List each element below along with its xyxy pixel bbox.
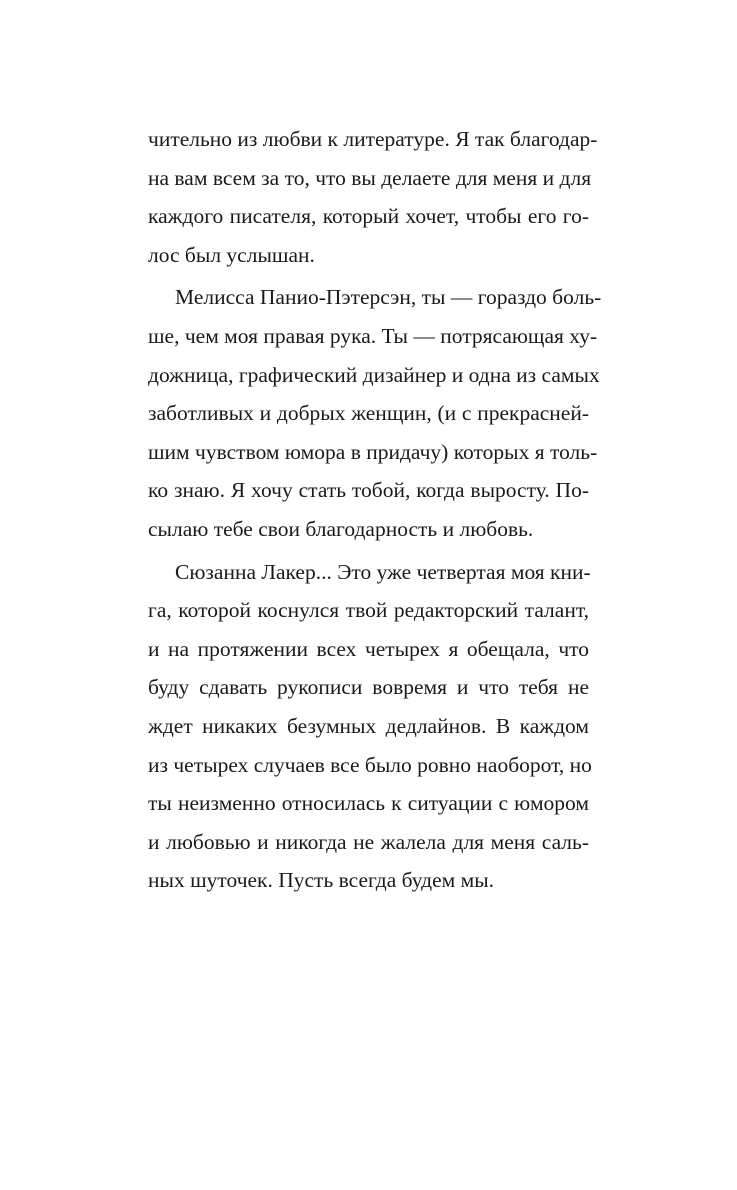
text-line: ко знаю. Я хочу стать тобой, когда выросту. По-	[148, 478, 589, 503]
text-line: лос был услышан.	[148, 242, 315, 267]
text-line: ждет никаких безумных дедлайнов. В каждом	[148, 713, 589, 738]
text-line: на вам всем за то, что вы делаете для меня и для	[148, 165, 592, 190]
text-line: чительно из любви к литературе. Я так благодар-	[148, 127, 598, 151]
text-line: ты неизменно относилась к ситуации с юмором	[148, 791, 589, 816]
text-line: буду сдавать рукописи вовремя и что тебя не	[148, 675, 589, 700]
text-line: га, которой коснулся твой редакторский талант,	[148, 598, 589, 623]
text-line: заботливых и добрых женщин, (и с прекрасней-	[148, 401, 589, 426]
text-line: и любовью и никогда не жалела для меня саль-	[148, 829, 589, 854]
text-line: из четырех случаев все было ровно наоборот, но	[148, 752, 592, 777]
text-line: дожница, графический дизайнер и одна из самых	[148, 362, 600, 387]
text-line: Мелисса Панио-Пэтерсэн, ты — гораздо боль-	[175, 285, 602, 310]
text-line: ше, чем моя правая рука. Ты — потрясающая ху-	[148, 323, 598, 348]
text-line: каждого писателя, который хочет, чтобы его го-	[148, 204, 589, 229]
text-line: и на протяжении всех четырех я обещала, что	[148, 636, 589, 661]
paragraph-1	[148, 120, 598, 274]
page-body-text	[148, 120, 602, 900]
text-line: ных шуточек. Пусть всегда будем мы.	[148, 868, 495, 893]
paragraph-3	[148, 553, 592, 900]
text-line: Сюзанна Лакер... Это уже четвертая моя кни-	[175, 559, 591, 584]
paragraph-2	[148, 278, 602, 548]
text-line: шим чувством юмора в придачу) которых я толь-	[148, 439, 598, 464]
text-line: сылаю тебе свои благодарность и любовь.	[148, 516, 534, 541]
